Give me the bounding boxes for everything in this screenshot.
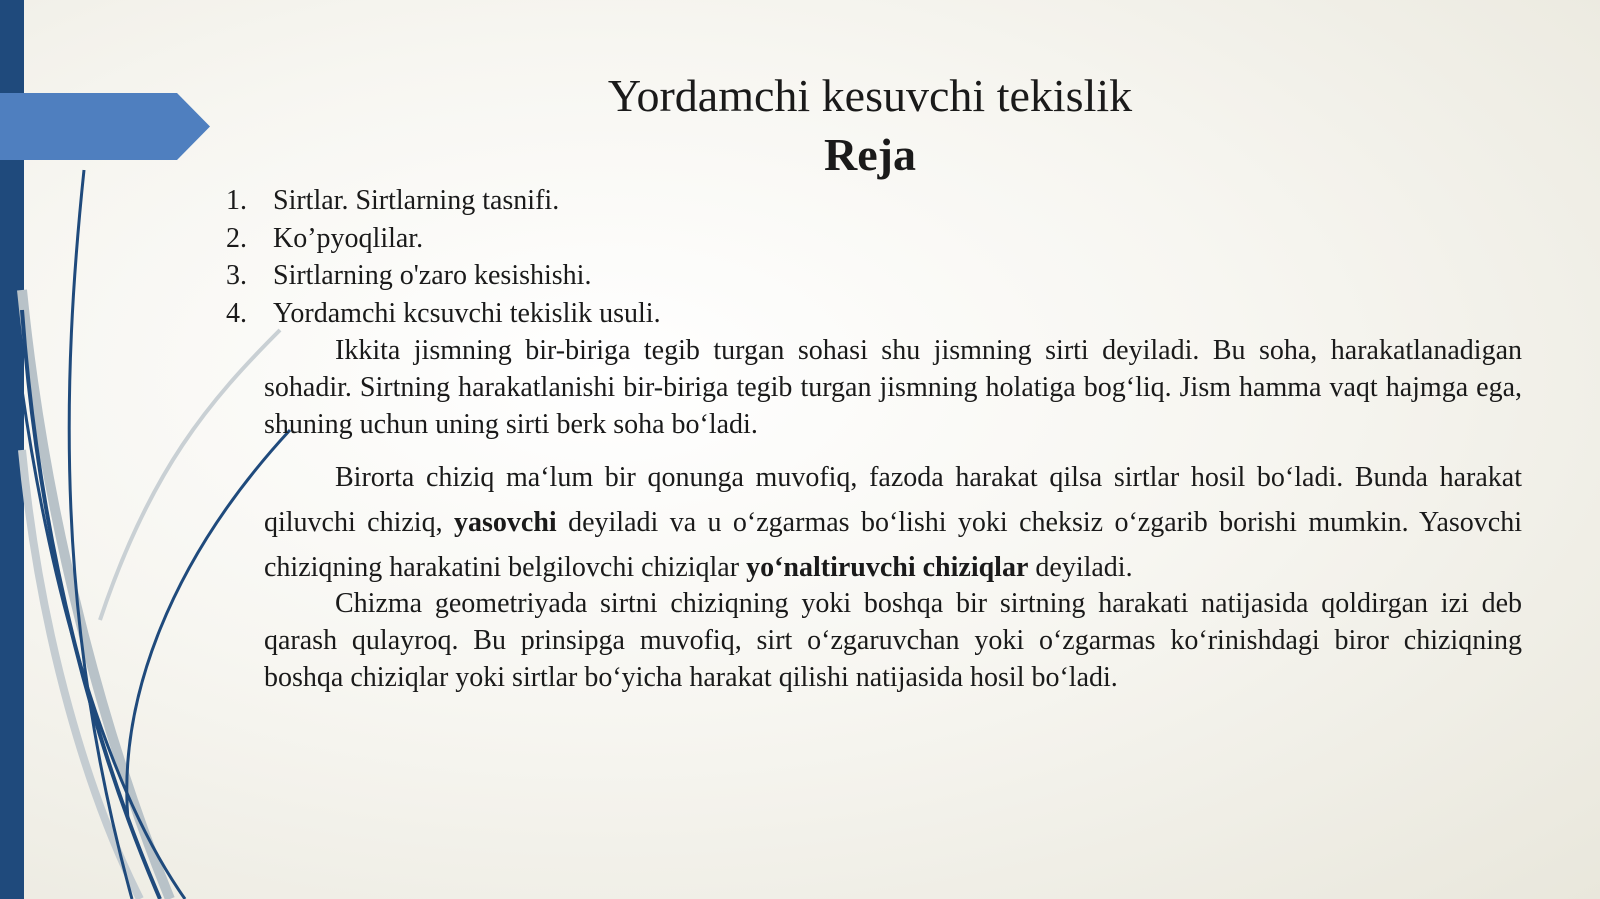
arrow-banner-shape [0,93,210,160]
paragraph-1-text: Ikkita jismning bir-biriga tegib turgan sohasi shu jismning sirti deyiladi. Bu soha, harakatlanadigan sohadir. Sirtning harakatlanishi bir-biriga tegib turgan jismning holatiga bog‘liq. Jism hamma vaqt hajmga ega, shuning uchun uning sirti berk soha bo‘ladi. [264,335,1522,440]
paragraph-generatrix [264,455,1522,590]
plan-item-number: 1. [226,185,247,216]
plan-item [226,257,661,295]
paragraph-2-part-3: deyiladi. [1035,552,1133,583]
plan-item-number: 4. [226,297,247,329]
plan-item [226,220,661,258]
paragraph-surface-definition [264,332,1522,443]
paragraph-3-text: Chizma geometriyada sirtni chiziqning yoki boshqa bir sirtning harakati natijasida qoldirgan izi deb qarash qulayroq. Bu prinsipga muvofiq, sirt o‘zgaruvchan yoki o‘zgarmas ko‘rinishdagi biror chiziqning boshqa chiziqlar yoki sirtlar bo‘yicha harakat qilishi natijasida hosil bo‘ladi. [264,588,1522,693]
slide-title: Yordamchi kesuvchi tekislik [607,70,1133,121]
term-yasovchi: yasovchi [454,507,557,538]
slide-subtitle: Reja [824,129,916,180]
plan-item-text: Ko’pyoqlilar. [273,222,424,254]
plan-item [226,295,661,333]
plan-list [226,182,661,332]
plan-item-text: Sirtlar. Sirtlarning tasnifi. [273,185,560,216]
plan-item-number: 3. [226,260,247,291]
plan-item-text: Yordamchi kcsuvchi tekislik usuli. [273,297,661,329]
paragraph-descriptive-geometry [264,585,1522,696]
plan-item-number: 2. [226,222,247,254]
plan-item [226,182,661,220]
paragraph-2-part-1: Birorta chiziq ma‘lum bir qonunga muvofiq, fazoda harakat qilsa sirtlar hosil bo‘ladi. Bunda harakat qiluvchi chiziq, [264,462,1522,538]
plan-item-text: Sirtlarning o'zaro kesishishi. [273,260,592,291]
term-directrix: yo‘naltiruvchi chiziqlar [746,552,1029,583]
paragraph-2-part-2: deyiladi va u o‘zgarmas bo‘lishi yoki cheksiz o‘zgarib borishi mumkin. Yasovchi chiziqning harakatini belgilovchi chiziqlar [264,507,1522,583]
